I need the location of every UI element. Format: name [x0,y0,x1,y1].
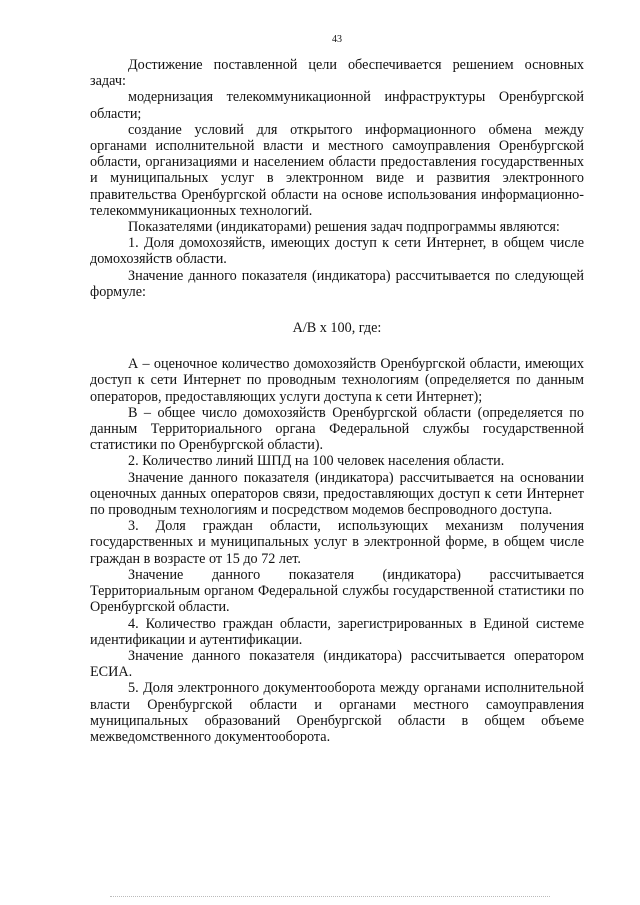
paragraph: 1. Доля домохозяйств, имеющих доступ к сети Интернет, в общем числе домохозяйств области. [90,235,584,268]
paragraph: Значение данного показателя (индикатора) рассчитывается Территориальным органом Федеральной службы государственной статистики по Оренбургской области. [90,566,584,616]
paragraph: модернизация телекоммуникационной инфраструктуры Оренбургской области; [90,89,584,122]
paragraph: создание условий для открытого информационного обмена между органами исполнительной власти и местного самоуправления Оренбургской области, организациями и населением области предоставления государственных и муниципальных услуг в электронном виде и развития электронного правительства Оренбургской области на основе использования информационно-телекоммуникационных технологий. [90,121,584,219]
paragraph: Показателями (индикаторами) решения задач подпрограммы являются: [128,219,560,236]
formula: А/В х 100, где: [292,320,382,337]
intro-section [90,57,584,300]
document-page [90,34,584,745]
paragraph: 4. Количество граждан области, зарегистрированных в Единой системе идентификации и аутентификации. [90,615,584,648]
paragraph: А – оценочное количество домохозяйств Оренбургской области, имеющих доступ к сети Интернет по проводным технологиям (определяется по данным операторов, предоставляющих услуги доступа к сети Интернет); [90,356,584,405]
paragraph: 2. Количество линий ШПД на 100 человек населения области. [128,453,505,470]
footer-divider [110,896,550,897]
paragraph: В – общее число домохозяйств Оренбургской области (определяется по данным Территориального органа Федеральной службы государственной статистики по Оренбургской области). [90,404,584,454]
paragraph: Достижение поставленной цели обеспечивается решением основных задач: [90,57,584,90]
paragraph: Значение данного показателя (индикатора) рассчитывается по следующей формуле: [90,267,584,300]
indicators-section [90,356,584,745]
paragraph: Значение данного показателя (индикатора) рассчитывается оператором ЕСИА. [90,647,584,681]
page-number: 43 [332,34,342,45]
paragraph: Значение данного показателя (индикатора) рассчитывается на основании оценочных данных операторов связи, предоставляющих доступ к сети Интернет по проводным технологиям и посредством модемов беспроводного доступа. [90,469,584,519]
paragraph: 5. Доля электронного документооборота между органами исполнительной власти Оренбургской области и органами местного самоуправления муниципальных образований Оренбургской области в общем объеме межведомственного документооборота. [90,680,584,745]
paragraph: 3. Доля граждан области, использующих механизм получения государственных и муниципальных услуг в электронной форме, в общем числе граждан в возрасте от 15 до 72 лет. [90,518,584,567]
